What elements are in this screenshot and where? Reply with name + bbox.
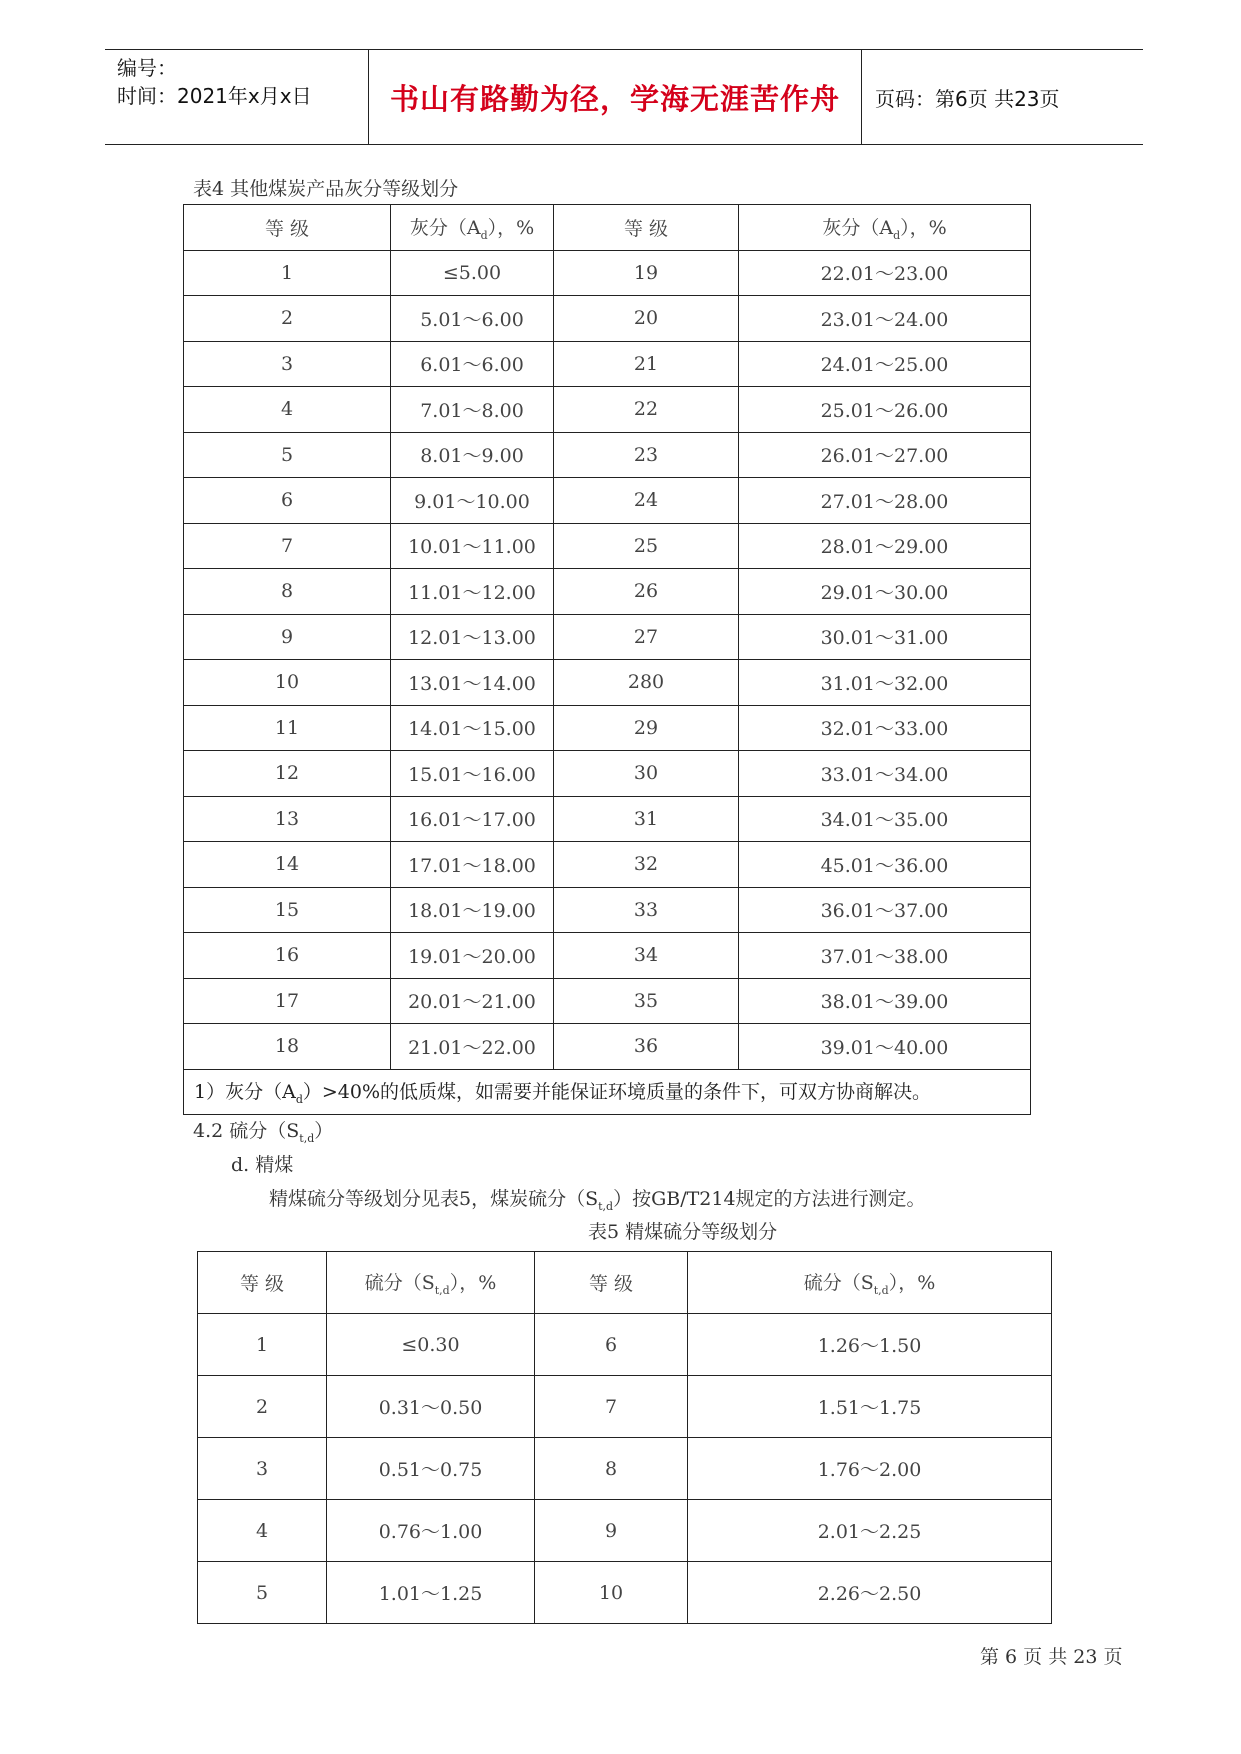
table-cell: 16 [184, 933, 391, 979]
table-cell: 30.01～31.00 [739, 614, 1031, 660]
table-row [184, 569, 1031, 615]
table-cell: 29.01～30.00 [739, 569, 1031, 615]
ash-grade-table [183, 204, 1031, 1115]
table-cell: 7.01～8.00 [391, 387, 554, 433]
table-cell: 1.26～1.50 [688, 1314, 1052, 1376]
table-row [184, 478, 1031, 524]
table-cell: 34.01～35.00 [739, 796, 1031, 842]
table-note: 1）灰分$(A_d)>40\%$的低质煤，如需要并能保证环境质量的条件下，可双方协商解决。 [184, 1069, 1031, 1115]
table-row [198, 1314, 1052, 1376]
table-row [184, 933, 1031, 979]
table-cell: 2 [198, 1376, 327, 1438]
header-time: 时间：2021年x月x日 [117, 84, 312, 108]
table-cell: ≤5.00 [391, 250, 554, 296]
table-cell: 19.01～20.00 [391, 933, 554, 979]
table-cell: 12 [184, 751, 391, 797]
table-row [198, 1562, 1052, 1624]
table-cell: 5.01～6.00 [391, 296, 554, 342]
table-row [184, 250, 1031, 296]
table-row [184, 842, 1031, 888]
col-grade-header: 等 级 [535, 1252, 688, 1314]
table-cell: 1.01～1.25 [327, 1562, 535, 1624]
table-row [184, 614, 1031, 660]
table-cell: 2 [184, 296, 391, 342]
header-page-code: 页码：第6页 共23页 [875, 86, 1060, 111]
table-cell: 33.01～34.00 [739, 751, 1031, 797]
table-row [184, 978, 1031, 1024]
table-cell: 17.01～18.00 [391, 842, 554, 888]
table-cell: 16.01～17.00 [391, 796, 554, 842]
col-grade-header: 等 级 [198, 1252, 327, 1314]
col-sulfur-header: 硫分$(S_{t,d})$，% [327, 1252, 535, 1314]
table-row [184, 887, 1031, 933]
table-row [184, 523, 1031, 569]
table-cell: 17 [184, 978, 391, 1024]
table-cell: 20.01～21.00 [391, 978, 554, 1024]
table-cell: 33 [554, 887, 739, 933]
table-cell: 20 [554, 296, 739, 342]
table-cell: 9 [535, 1500, 688, 1562]
col-sulfur-header: 硫分$(S_{t,d})$，% [688, 1252, 1052, 1314]
table-cell: 13.01～14.00 [391, 660, 554, 706]
table-cell: 7 [535, 1376, 688, 1438]
table-cell: 7 [184, 523, 391, 569]
table-cell: 280 [554, 660, 739, 706]
page-footer: 第 6 页 共 23 页 [980, 1646, 1123, 1668]
table-cell: 15.01～16.00 [391, 751, 554, 797]
table-cell: 2.26～2.50 [688, 1562, 1052, 1624]
table-cell: 15 [184, 887, 391, 933]
section-item: d. 精煤 [231, 1154, 294, 1176]
table-cell: 25 [554, 523, 739, 569]
table-cell: 31 [554, 796, 739, 842]
table-cell: 32 [554, 842, 739, 888]
col-ash-header: 灰分$(A_d)$，% [739, 205, 1031, 251]
table5-caption: 表5 精煤硫分等级划分 [588, 1221, 778, 1243]
table-cell: 6 [184, 478, 391, 524]
table-cell: 1 [184, 250, 391, 296]
table-cell: 3 [184, 341, 391, 387]
table-cell: 14.01～15.00 [391, 705, 554, 751]
table-cell: 14 [184, 842, 391, 888]
table-cell: 4 [184, 387, 391, 433]
table-cell: 31.01～32.00 [739, 660, 1031, 706]
table-cell: 1.51～1.75 [688, 1376, 1052, 1438]
section-body: 精煤硫分等级划分见表5，煤炭硫分$(S_{t,d})$按GB/T214规定的方法进行测定。 [269, 1188, 926, 1213]
table-cell: 23 [554, 432, 739, 478]
table-cell: 24.01～25.00 [739, 341, 1031, 387]
table-row [184, 296, 1031, 342]
table-cell: 12.01～13.00 [391, 614, 554, 660]
table-cell: 23.01～24.00 [739, 296, 1031, 342]
table-cell: 9.01～10.00 [391, 478, 554, 524]
table-cell: 36.01～37.00 [739, 887, 1031, 933]
table-row [198, 1500, 1052, 1562]
table-cell: 30 [554, 751, 739, 797]
header-divider [861, 50, 862, 144]
header-motto: 书山有路勤为径，学海无涯苦作舟 [389, 81, 840, 116]
table-cell: 18 [184, 1024, 391, 1070]
table-cell: 19 [554, 250, 739, 296]
table-row [198, 1376, 1052, 1438]
table-cell: 1.76～2.00 [688, 1438, 1052, 1500]
table-cell: 0.76～1.00 [327, 1500, 535, 1562]
table-cell: 6.01～6.00 [391, 341, 554, 387]
table-cell: 22 [554, 387, 739, 433]
col-ash-header: 灰分$(A_d)$，% [391, 205, 554, 251]
table-cell: 21.01～22.00 [391, 1024, 554, 1070]
table-cell: 5 [184, 432, 391, 478]
table-row [184, 432, 1031, 478]
table-row [184, 341, 1031, 387]
table-cell: 28.01～29.00 [739, 523, 1031, 569]
header-meta [117, 54, 367, 110]
table-cell: 25.01～26.00 [739, 387, 1031, 433]
page-header [105, 49, 1143, 145]
table-row [184, 751, 1031, 797]
table-cell: 8 [535, 1438, 688, 1500]
table4-caption: 表4 其他煤炭产品灰分等级划分 [193, 178, 459, 200]
table-cell: 5 [198, 1562, 327, 1624]
table-cell: 18.01～19.00 [391, 887, 554, 933]
table-header-row [184, 205, 1031, 251]
table-header-row [198, 1252, 1052, 1314]
table-cell: 27 [554, 614, 739, 660]
col-grade-header: 等 级 [554, 205, 739, 251]
table-cell: 10 [535, 1562, 688, 1624]
table-cell: 26 [554, 569, 739, 615]
table-cell: 4 [198, 1500, 327, 1562]
table-cell: 27.01～28.00 [739, 478, 1031, 524]
table-cell: 1 [198, 1314, 327, 1376]
table-cell: 39.01～40.00 [739, 1024, 1031, 1070]
table-cell: 11.01～12.00 [391, 569, 554, 615]
table-cell: 10.01～11.00 [391, 523, 554, 569]
table-cell: 9 [184, 614, 391, 660]
table-cell: 35 [554, 978, 739, 1024]
table-cell: 2.01～2.25 [688, 1500, 1052, 1562]
table-cell: 0.51～0.75 [327, 1438, 535, 1500]
table-cell: 32.01～33.00 [739, 705, 1031, 751]
col-grade-header: 等 级 [184, 205, 391, 251]
sulfur-grade-table [197, 1251, 1052, 1624]
table-cell: 36 [554, 1024, 739, 1070]
table-cell: 34 [554, 933, 739, 979]
table-row [198, 1438, 1052, 1500]
table-cell: 13 [184, 796, 391, 842]
table-cell: 26.01～27.00 [739, 432, 1031, 478]
section-heading: 4.2 硫分$(S_{t,d})$ [193, 1120, 334, 1145]
table-row [184, 660, 1031, 706]
table-cell: ≤0.30 [327, 1314, 535, 1376]
table-row [184, 1024, 1031, 1070]
header-number: 编号： [117, 56, 177, 80]
table-cell: 3 [198, 1438, 327, 1500]
table-note-row [184, 1069, 1031, 1115]
table-row [184, 796, 1031, 842]
table-cell: 29 [554, 705, 739, 751]
table-cell: 0.31～0.50 [327, 1376, 535, 1438]
table-cell: 38.01～39.00 [739, 978, 1031, 1024]
table-row [184, 705, 1031, 751]
table-cell: 8.01～9.00 [391, 432, 554, 478]
table-cell: 11 [184, 705, 391, 751]
table-cell: 10 [184, 660, 391, 706]
table-cell: 24 [554, 478, 739, 524]
table-cell: 8 [184, 569, 391, 615]
table-row [184, 387, 1031, 433]
table-cell: 45.01～36.00 [739, 842, 1031, 888]
table-cell: 37.01～38.00 [739, 933, 1031, 979]
table-cell: 6 [535, 1314, 688, 1376]
table-cell: 22.01～23.00 [739, 250, 1031, 296]
table-cell: 21 [554, 341, 739, 387]
